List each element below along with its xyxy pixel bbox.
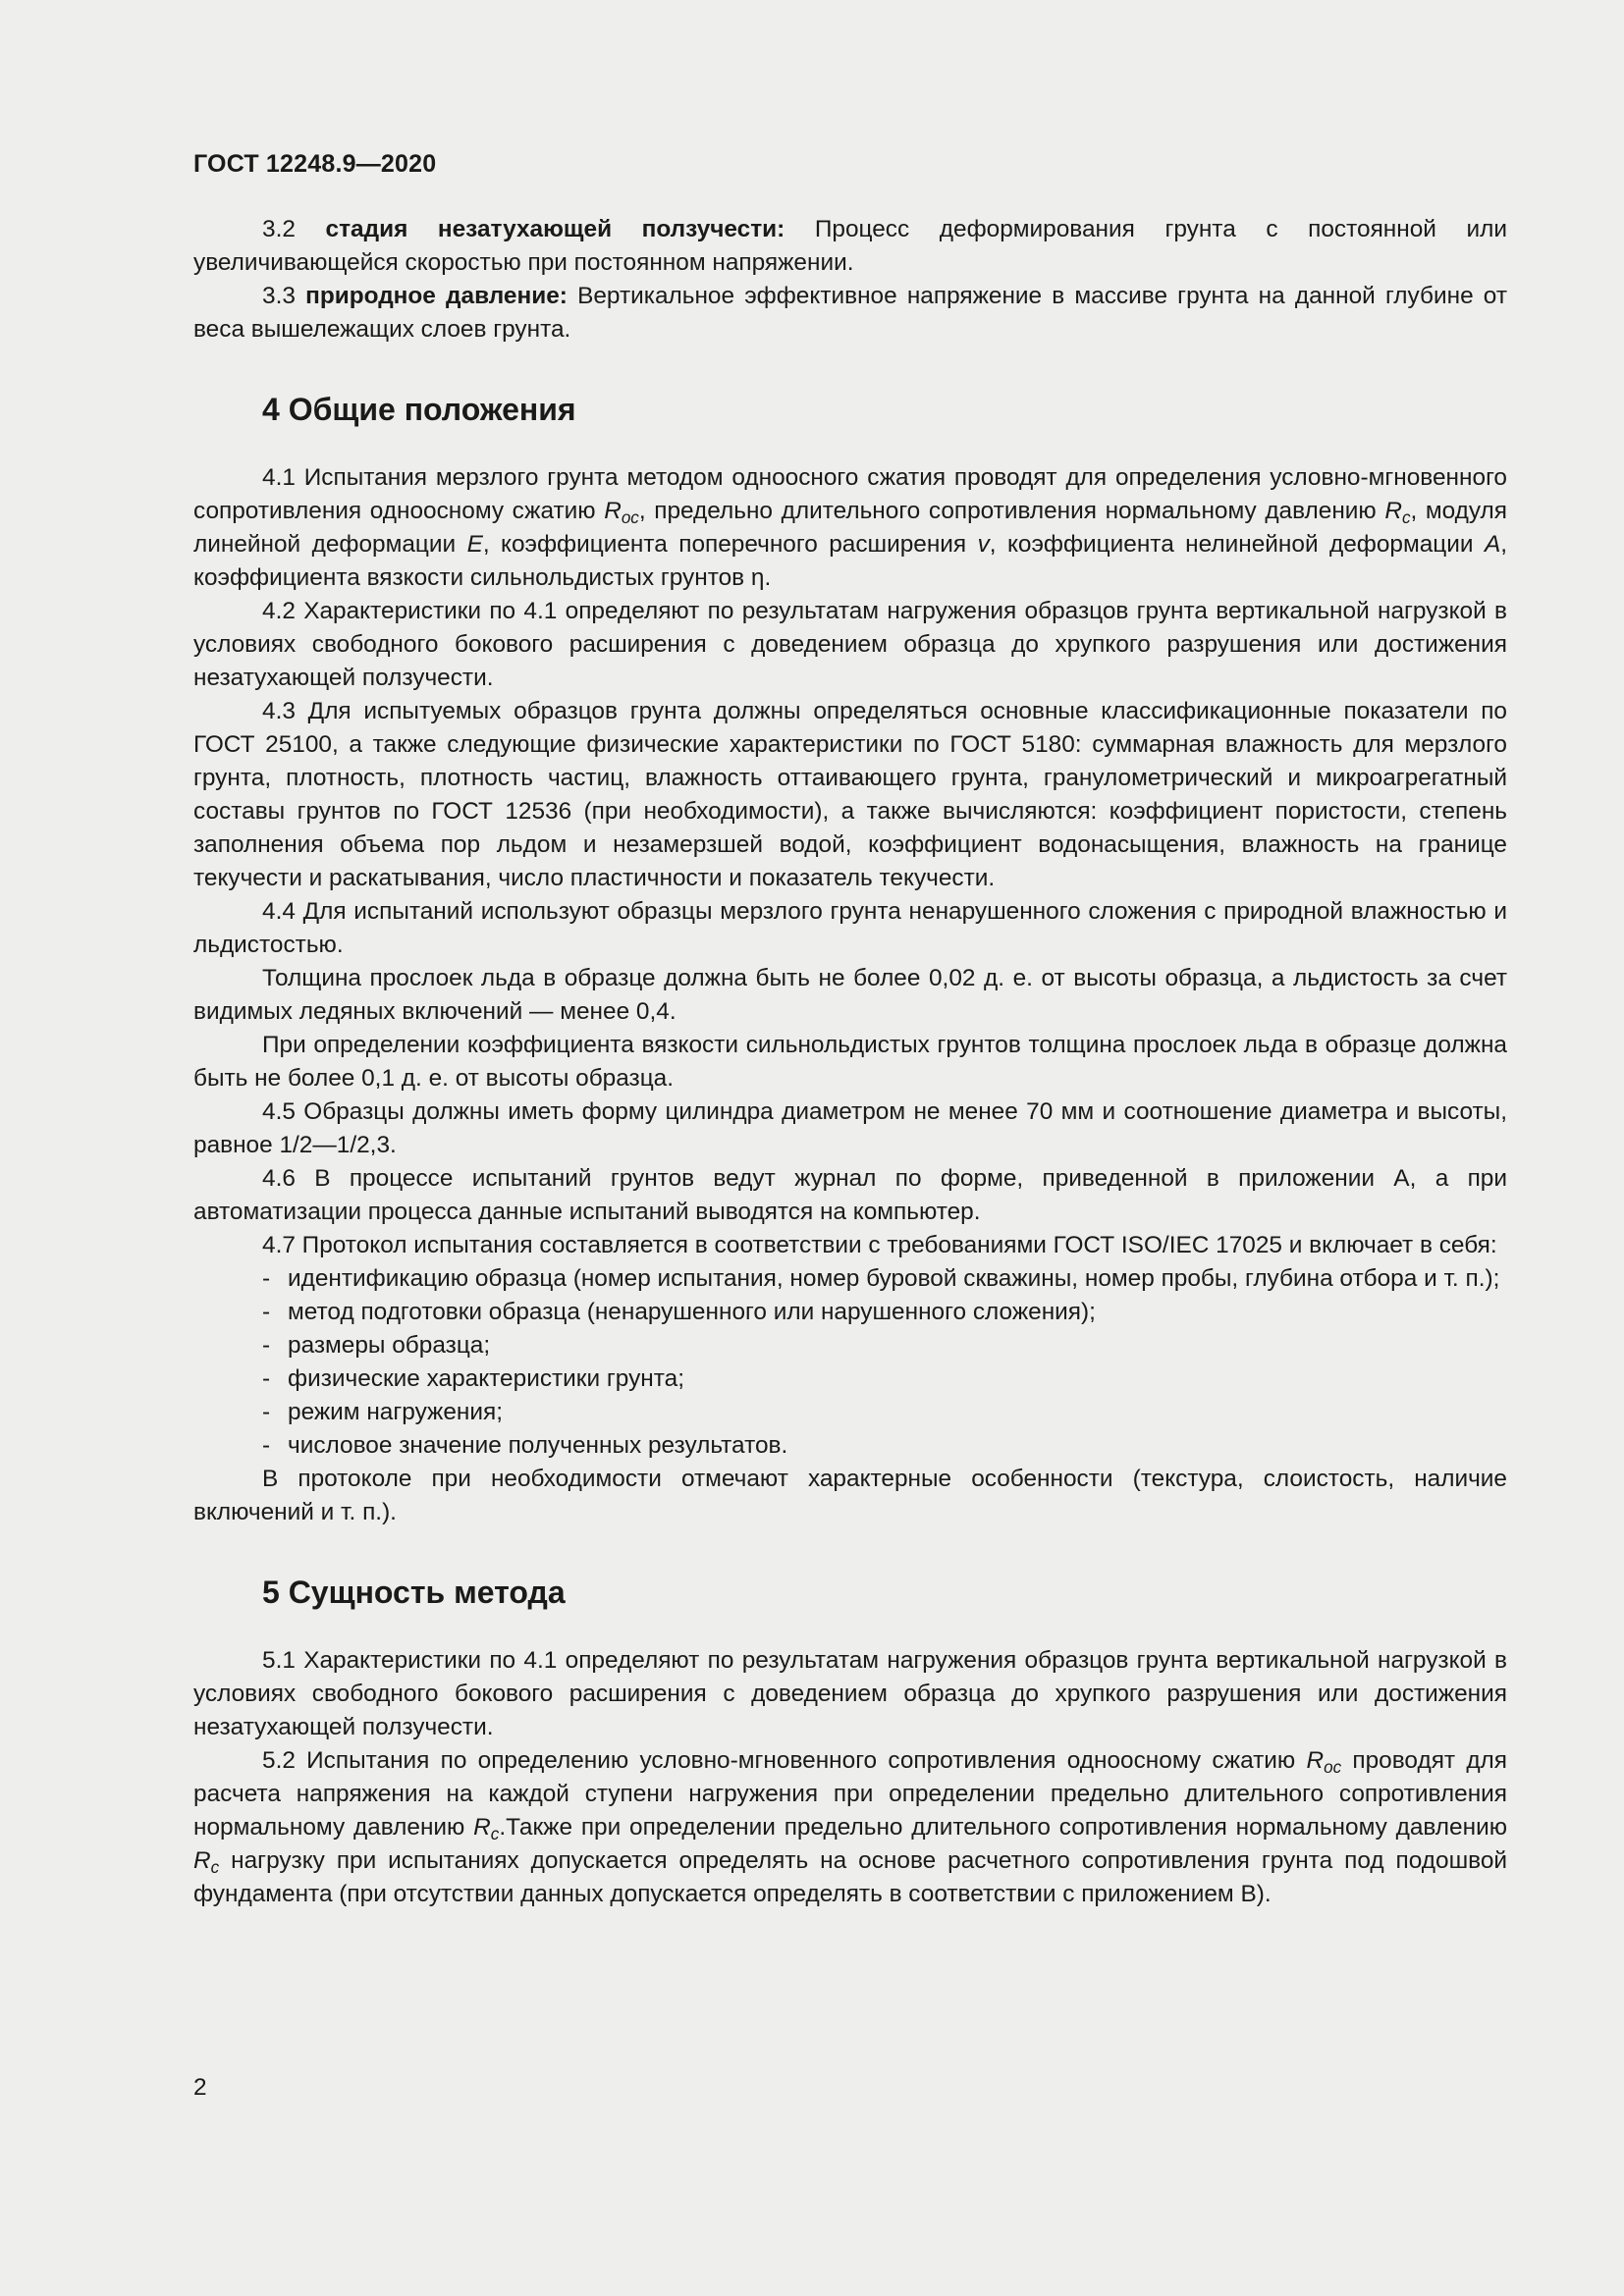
clause-4-3: 4.3 Для испытуемых образцов грунта должны определяться основные классификационные показатели по ГОСТ 25100, а также следующие физические характеристики по ГОСТ 5180: суммарная влажность для мерзлого грунта, плотность, плотность частиц, влажность оттаивающего грунта, гранулометрический и микроагрегатный составы грунтов по ГОСТ 12536 (при необходимости), а также вычисляются: коэффициент пористости, степень заполнения объема пор льдом и незамерзшей водой, коэффициент водонасыщения, влажность на границе текучести и раскатывания, число пластичности и показатель текучести. xyxy=(193,698,1507,891)
list-item xyxy=(193,1429,1507,1463)
clause-4-5: 4.5 Образцы должны иметь форму цилиндра диаметром не менее 70 мм и соотношение диаметра и высоты, равное 1/2—1/2,3. xyxy=(193,1098,1507,1158)
clause-4-4-ice-layers: Толщина прослоек льда в образце должна быть не более 0,02 д. е. от высоты образца, а льдистость за счет видимых ледяных включений — менее 0,4. xyxy=(193,965,1507,1025)
clause-text: , коэффициента поперечного расширения xyxy=(482,531,967,558)
subscript-c: c xyxy=(210,1858,220,1877)
list-item-text: режим нагружения; xyxy=(288,1399,503,1425)
clause-text: , модуля линейной деформации xyxy=(193,498,1507,558)
list-item xyxy=(193,1362,1507,1396)
section-4-heading: 4 Общие положения xyxy=(262,392,576,427)
clause-text: нагрузку при испытаниях допускается определять на основе расчетного сопротивления грунта под подошвой фундамента (при отсутствии данных допускается определять в соответствии с приложением В). xyxy=(193,1847,1508,1907)
clause-text: 4.1 Испытания мерзлого грунта методом одноосного сжатия проводят для определения условно-мгновенного сопротивления одноосному сжатию xyxy=(193,464,1507,524)
subscript-c: c xyxy=(1401,508,1411,527)
symbol-r: R xyxy=(193,1847,211,1874)
term-number: 3.3 xyxy=(262,283,296,309)
term-number: 3.2 xyxy=(262,216,296,242)
page-content xyxy=(193,147,1507,1911)
clause-text: 5.2 Испытания по определению условно-мгновенного сопротивления одноосному сжатию xyxy=(262,1747,1296,1774)
clause-text: , коэффициента нелинейной деформации xyxy=(989,531,1474,558)
clause-4-7-notes: В протоколе при необходимости отмечают характерные особенности (текстура, слоистость, наличие включений и т. п.). xyxy=(193,1466,1507,1525)
term-definition: Процесс деформирования грунта с постоянной или увеличивающейся скоростью при постоянном напряжении. xyxy=(193,216,1507,276)
list-item-text: физические характеристики грунта; xyxy=(288,1365,684,1392)
clause-text: , коэффициента вязкости сильнольдистых грунтов η. xyxy=(193,531,1508,591)
symbol-r: R xyxy=(604,498,622,524)
symbol-r: R xyxy=(1306,1747,1325,1774)
symbol-e: E xyxy=(466,531,483,558)
symbol-a: A xyxy=(1484,531,1501,558)
clause-5-1: 5.1 Характеристики по 4.1 определяют по результатам нагружения образцов грунта вертикальной нагрузкой в условиях свободного бокового расширения с доведением образца до хрупкого разрушения или достижения незатухающей ползучести. xyxy=(193,1647,1507,1740)
term-3-3 xyxy=(193,280,1507,347)
clause-4-4-viscosity: При определении коэффициента вязкости сильнольдистых грунтов толщина прослоек льда в образце должна быть не более 0,1 д. е. от высоты образца. xyxy=(193,1032,1507,1092)
dash-bullet: - xyxy=(262,1399,271,1425)
list-item-text: размеры образца; xyxy=(288,1332,491,1359)
clause-5-2 xyxy=(193,1744,1507,1911)
list-item xyxy=(193,1396,1507,1429)
clause-text: , предельно длительного сопротивления нормальному давлению xyxy=(638,498,1377,524)
symbol-r: R xyxy=(473,1814,491,1841)
clause-text: проводят для расчета напряжения на каждой ступени нагружения при определении предельно длительного сопротивления нормальному давлению xyxy=(193,1747,1507,1841)
term-name: природное давление: xyxy=(305,283,568,309)
dash-bullet: - xyxy=(262,1365,271,1392)
protocol-list xyxy=(193,1262,1507,1463)
dash-bullet: - xyxy=(262,1432,271,1459)
term-definition: Вертикальное эффективное напряжение в массиве грунта на данной глубине от веса вышележащих слоев грунта. xyxy=(193,283,1507,343)
page-number: 2 xyxy=(193,2074,207,2101)
clause-4-4: 4.4 Для испытаний используют образцы мерзлого грунта ненарушенного сложения с природной влажностью и льдистостью. xyxy=(193,898,1507,958)
clause-4-1 xyxy=(193,461,1507,595)
dash-bullet: - xyxy=(262,1265,271,1292)
term-3-2 xyxy=(193,213,1507,280)
dash-bullet: - xyxy=(262,1332,271,1359)
list-item xyxy=(193,1262,1507,1296)
subscript-oc: oc xyxy=(1324,1758,1342,1777)
symbol-v: v xyxy=(977,531,990,558)
document-number: ГОСТ 12248.9—2020 xyxy=(193,150,437,178)
subscript-c: c xyxy=(490,1825,500,1843)
list-item xyxy=(193,1296,1507,1329)
section-5-heading: 5 Сущность метода xyxy=(262,1575,566,1610)
list-item xyxy=(193,1329,1507,1362)
clause-4-2: 4.2 Характеристики по 4.1 определяют по результатам нагружения образцов грунта вертикальной нагрузкой в условиях свободного бокового расширения с доведением образца до хрупкого разрушения или достижения незатухающей ползучести. xyxy=(193,598,1507,691)
term-name: стадия незатухающей ползучести: xyxy=(325,216,785,242)
clause-4-6: 4.6 В процессе испытаний грунтов ведут журнал по форме, приведенной в приложении А, а при автоматизации процесса данные испытаний выводятся на компьютер. xyxy=(193,1165,1507,1225)
list-item-text: идентификацию образца (номер испытания, номер буровой скважины, номер пробы, глубина отбора и т. п.); xyxy=(288,1265,1500,1292)
clause-text: .Также при определении предельно длительного сопротивления нормальному давлению xyxy=(499,1814,1507,1841)
list-item-text: метод подготовки образца (ненарушенного или нарушенного сложения); xyxy=(288,1299,1096,1325)
symbol-r: R xyxy=(1384,498,1402,524)
list-item-text: числовое значение полученных результатов. xyxy=(288,1432,788,1459)
clause-4-7: 4.7 Протокол испытания составляется в соответствии с требованиями ГОСТ ISO/IEC 17025 и включает в себя: xyxy=(262,1232,1497,1258)
subscript-oc: oc xyxy=(621,508,639,527)
dash-bullet: - xyxy=(262,1299,271,1325)
